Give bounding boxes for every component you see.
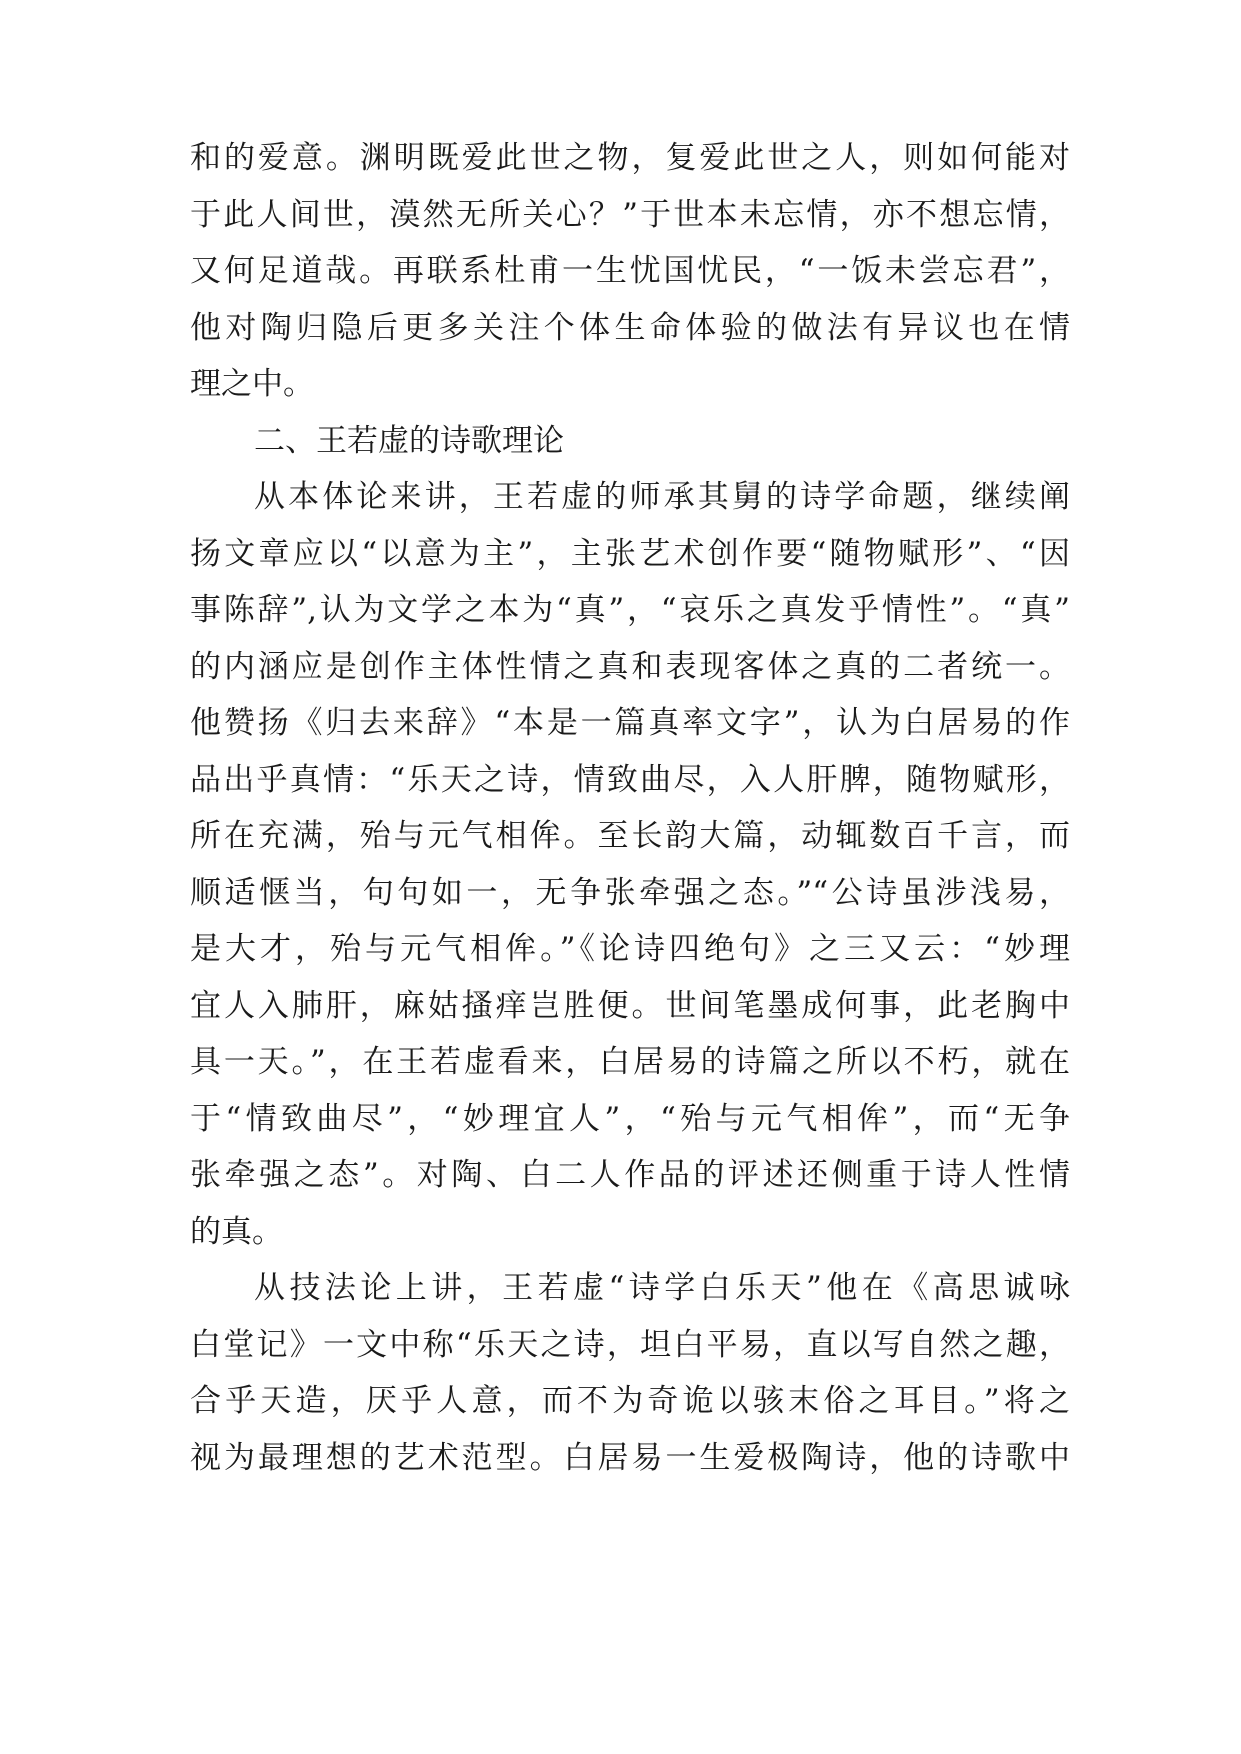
text-line: 视为最理想的艺术范型。白居易一生爱极陶诗，他的诗歌中 bbox=[190, 1439, 1070, 1476]
text-line: 于“情致曲尽”，“妙理宜人”，“殆与元气相侔”，而“无争 bbox=[190, 1100, 1070, 1137]
text-line: 顺适惬当，句句如一，无争张牵强之态。”“公诗虽涉浅易， bbox=[190, 874, 1070, 911]
text-line: 的内涵应是创作主体性情之真和表现客体之真的二者统一。 bbox=[190, 648, 1070, 685]
text-line: 于此人间世，漠然无所关心？”于世本未忘情，亦不想忘情， bbox=[190, 196, 1070, 233]
text-line: 从技法论上讲，王若虚“诗学白乐天”他在《高思诚咏 bbox=[254, 1270, 1070, 1306]
body-text bbox=[190, 130, 1070, 1486]
text-line: 合乎天造，厌乎人意，而不为奇诡以骇末俗之耳目。”将之 bbox=[190, 1383, 1070, 1419]
text-line: 具一天。”，在王若虚看来，白居易的诗篇之所以不朽，就在 bbox=[190, 1044, 1070, 1080]
text-line: 事陈辞”,认为文学之本为“真”，“哀乐之真发乎情性”。“真” bbox=[190, 592, 1070, 628]
text-line: 他对陶归隐后更多关注个体生命体验的做法有异议也在情 bbox=[190, 309, 1070, 346]
text-line: 张牵强之态”。对陶、白二人作品的评述还侧重于诗人性情 bbox=[190, 1157, 1070, 1193]
text-line: 他赞扬《归去来辞》“本是一篇真率文字”，认为白居易的作 bbox=[190, 705, 1070, 741]
text-line: 是大才，殆与元气相侔。”《论诗四绝句》之三又云：“妙理 bbox=[190, 931, 1070, 967]
text-line: 所在充满，殆与元气相侔。至长韵大篇，动辄数百千言，而 bbox=[190, 818, 1070, 854]
text-line: 理之中。 bbox=[190, 366, 314, 402]
text-line: 和的爱意。渊明既爱此世之物，复爱此世之人，则如何能对 bbox=[190, 140, 1070, 176]
text-line: 又何足道哉。再联系杜甫一生忧国忧民，“一饭未尝忘君”， bbox=[190, 253, 1070, 289]
text-line: 宜人入肺肝，麻姑搔痒岂胜便。世间笔墨成何事，此老胸中 bbox=[190, 987, 1070, 1024]
text-line: 从本体论来讲，王若虚的师承其舅的诗学命题，继续阐 bbox=[254, 479, 1070, 515]
text-line: 扬文章应以“以意为主”，主张艺术创作要“随物赋形”、“因 bbox=[190, 535, 1070, 572]
text-line: 的真。 bbox=[190, 1213, 283, 1250]
text-line: 二、王若虚的诗歌理论 bbox=[254, 422, 564, 459]
text-line: 品出乎真情：“乐天之诗，情致曲尽，入人肝脾，随物赋形， bbox=[190, 761, 1070, 798]
text-line: 白堂记》一文中称“乐天之诗，坦白平易，直以写自然之趣， bbox=[190, 1326, 1070, 1363]
